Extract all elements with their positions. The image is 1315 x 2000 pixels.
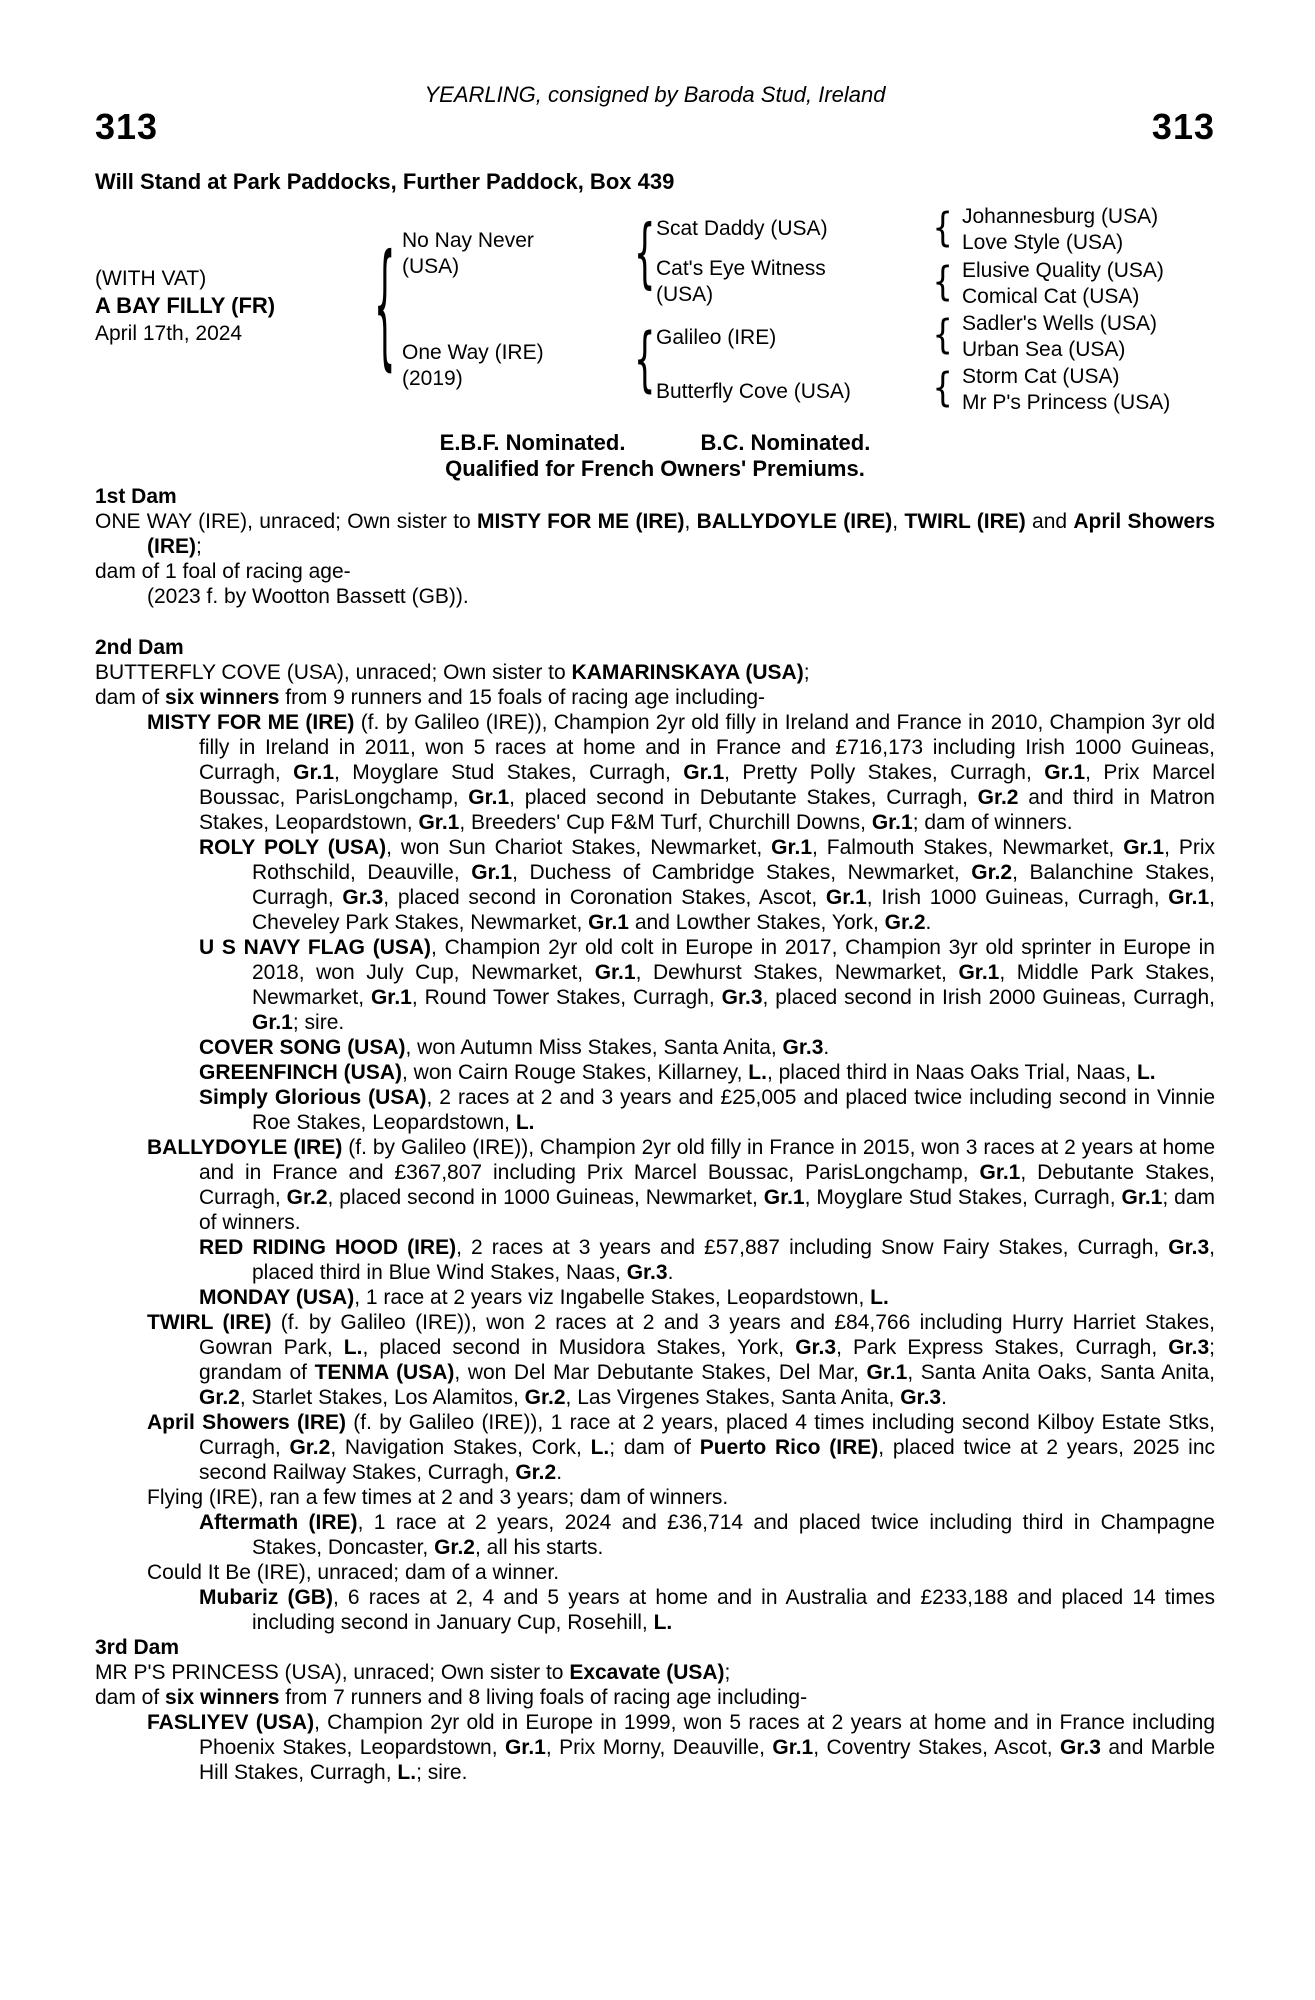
bold-run: Gr.1 (771, 836, 813, 859)
text-run: , 1 race at 2 years viz Ingabelle Stakes, Leopardstown, (354, 1286, 871, 1309)
text-run: , Irish 1000 Guineas, Curragh, (866, 886, 1169, 909)
text-run: , Debutante Stakes, Curragh, (199, 1161, 1215, 1209)
bold-run: RED RIDING HOOD (IRE) (199, 1236, 457, 1259)
brace-icon (933, 315, 953, 355)
vat-note: (WITH VAT) (95, 267, 207, 290)
bold-run: Gr.3 (900, 1386, 942, 1409)
great-grandparent: Comical Cat (USA) (962, 285, 1140, 308)
text-run: (f. by Galileo (IRE)), Champion 2yr old filly in France in 2015, won 3 races at 2 years at home and in France and £367,807 including Prix Marcel Boussac, ParisLongchamp, (199, 1136, 1216, 1184)
page-title: YEARLING, consigned by Baroda Stud, Ireland (424, 82, 886, 107)
text-run: , Cheveley Park Stakes, Newmarket, (252, 886, 1215, 934)
text-run: and Marble Hill Stakes, Curragh, (199, 1736, 1215, 1784)
text-run: , won Autumn Miss Stakes, Santa Anita, (405, 1036, 783, 1059)
text-run: ; (724, 1661, 731, 1684)
bold-run: Gr.1 (825, 886, 867, 909)
text-run: , Navigation Stakes, Cork, (330, 1436, 591, 1459)
bold-run: Gr.2 (289, 1436, 331, 1459)
text-run: (2023 f. by Wootton Bassett (GB)). (147, 585, 469, 608)
text-run: , Moyglare Stud Stakes, Curragh, (334, 761, 684, 784)
bold-run: L. (870, 1286, 889, 1309)
bold-run: Gr.1 (1168, 886, 1210, 909)
grandsire-cell: Scat Daddy (USA) (656, 217, 828, 240)
bold-run: Gr.2 (884, 911, 926, 934)
dam-sections (95, 484, 1215, 1785)
pedigree-paragraph (95, 935, 1215, 1035)
bold-run: Gr.1 (763, 1186, 805, 1209)
text-run: from 9 runners and 15 foals of racing age including- (279, 686, 766, 709)
text-run: , Prix Marcel Boussac, ParisLongchamp, (199, 761, 1215, 809)
text-run: ; (196, 535, 202, 558)
text-run: ; (803, 661, 810, 684)
bold-run: Gr.1 (370, 986, 412, 1009)
brace-icon (933, 262, 953, 302)
bold-run: Gr.3 (1060, 1736, 1101, 1759)
text-run: , Santa Anita Oaks, Santa Anita, (907, 1361, 1215, 1384)
pedigree-paragraph (95, 1285, 1215, 1310)
pedigree-paragraph (95, 1310, 1215, 1410)
bold-run: Gr.2 (434, 1536, 475, 1559)
bold-run: L. (515, 1111, 535, 1134)
stand-location-line: Will Stand at Park Paddocks, Further Paddock, Box 439 (95, 169, 675, 194)
great-grandparent: Storm Cat (USA) (962, 365, 1120, 388)
bold-run: Gr.1 (866, 1361, 908, 1384)
bold-run: ROLY POLY (USA) (199, 836, 387, 859)
bold-run: FASLIYEV (USA) (147, 1711, 315, 1734)
text-run: , Balanchine Stakes, Curragh, (252, 861, 1215, 909)
bold-run: Gr.2 (977, 786, 1019, 809)
great-grandparent: Love Style (USA) (962, 231, 1124, 254)
pedigree-paragraph (95, 660, 1215, 685)
text-run: , won Cairn Rouge Stakes, Killarney, (402, 1061, 749, 1084)
bold-run: COVER SONG (USA) (199, 1036, 406, 1059)
text-run: Flying (IRE), ran a few times at 2 and 3 years; dam of winners. (147, 1486, 729, 1509)
bold-run: MONDAY (USA) (199, 1286, 355, 1309)
text-run: , (684, 510, 697, 533)
pedigree-paragraph (95, 685, 1215, 710)
bc-nominated: B.C. Nominated. (700, 430, 871, 455)
text-run: , placed third in Blue Wind Stakes, Naas, (252, 1236, 1216, 1284)
text-run: . (941, 1386, 947, 1409)
text-run: , placed twice at 2 years, 2025 inc second Railway Stakes, Curragh, (199, 1436, 1216, 1484)
sire-country: (USA) (402, 255, 460, 278)
pedigree-paragraph (95, 710, 1215, 835)
text-run: , Coventry Stakes, Ascot, (813, 1736, 1061, 1759)
bold-run: Gr.2 (524, 1386, 566, 1409)
pedigree-paragraph (95, 1710, 1215, 1785)
text-run: BUTTERFLY COVE (USA), unraced; Own sister to (95, 661, 572, 684)
bold-run: Excavate (USA) (569, 1661, 725, 1684)
text-run: , Moyglare Stud Stakes, Curragh, (804, 1186, 1122, 1209)
pedigree-paragraph (95, 509, 1215, 559)
pedigree-paragraph (95, 559, 1215, 584)
bold-run: Gr.1 (468, 786, 510, 809)
text-run: , Falmouth Stakes, Newmarket, (812, 836, 1124, 859)
bold-run: GREENFINCH (USA) (199, 1061, 402, 1084)
bold-run: TENMA (USA) (314, 1361, 455, 1384)
text-run: , placed second in Irish 2000 Guineas, Curragh, (762, 986, 1216, 1009)
great-grandparent: Urban Sea (USA) (962, 338, 1126, 361)
bold-run: Gr.3 (782, 1036, 824, 1059)
dam-cell (402, 340, 544, 392)
bold-run: Aftermath (IRE) (199, 1511, 358, 1534)
ebf-nominated: E.B.F. Nominated. (439, 430, 626, 455)
bold-run: Gr.1 (958, 961, 1000, 984)
text-run: , 2 races at 2 and 3 years and £25,005 and placed twice including second in Vinnie Roe Stakes, Leopardstown, (252, 1086, 1215, 1134)
bold-run: Gr.1 (471, 861, 513, 884)
bold-run: KAMARINSKAYA (USA) (571, 661, 804, 684)
pedigree-paragraph (95, 1485, 1215, 1510)
text-run: , Park Express Stakes, Curragh, (836, 1336, 1169, 1359)
pedigree-paragraph (95, 1510, 1215, 1560)
text-run: (f. by Galileo (IRE)), Champion 2yr old filly in Ireland and France in 2010, Champion 3yr old filly in Ireland in 2011, won 5 races at home and in France and £716,173 including Irish 1000 Guineas, Curragh, (199, 711, 1215, 784)
pedigree-paragraph (95, 1585, 1215, 1635)
bold-run: Gr.1 (418, 811, 460, 834)
text-run: and (1025, 510, 1074, 533)
lot-number-left: 313 (95, 106, 159, 147)
lot-number-right: 313 (1151, 106, 1215, 147)
text-run: , Breeders' Cup F&M Turf, Churchill Downs, (459, 811, 872, 834)
pedigree-paragraph (95, 1085, 1215, 1135)
bold-run: Gr.2 (199, 1386, 240, 1409)
bold-run: Gr.1 (1044, 761, 1086, 784)
bold-run: Gr.3 (1168, 1236, 1210, 1259)
text-run: , Champion 2yr old in Europe in 1999, won 5 races at 2 years at home and in France including Phoenix Stakes, Leopardstown, (199, 1711, 1216, 1759)
pedigree-paragraph (95, 1660, 1215, 1685)
bold-run: L. (397, 1761, 417, 1784)
text-run: , Round Tower Stakes, Curragh, (411, 986, 722, 1009)
text-run: dam of 1 foal of racing age- (95, 560, 351, 583)
bold-run: Gr.2 (286, 1186, 328, 1209)
text-run: , placed second in Debutante Stakes, Curragh, (509, 786, 978, 809)
bold-run: Mubariz (GB) (199, 1586, 333, 1609)
text-run: ; sire. (292, 1011, 345, 1034)
bold-run: MISTY FOR ME (IRE) (147, 711, 355, 734)
dam-name: One Way (IRE) (402, 341, 544, 364)
brace-icon (933, 368, 953, 408)
bold-run: Gr.3 (721, 986, 763, 1009)
bold-run: L. (653, 1611, 673, 1634)
pedigree-paragraph (95, 835, 1215, 935)
text-run: . (925, 911, 932, 934)
granddam-cell: Cat's Eye Witness (USA) (656, 257, 826, 306)
text-run: dam of (95, 686, 166, 709)
text-run: , Duchess of Cambridge Stakes, Newmarket, (512, 861, 972, 884)
premiums-line: Qualified for French Owners' Premiums. (445, 456, 865, 481)
bold-run: Gr.1 (683, 761, 725, 784)
pedigree-paragraph (95, 1410, 1215, 1485)
text-run: ; sire. (416, 1761, 468, 1784)
text-run: , all his starts. (474, 1536, 604, 1559)
text-run: , won Del Mar Debutante Stakes, Del Mar, (454, 1361, 867, 1384)
text-run: , Starlet Stakes, Los Alamitos, (239, 1386, 525, 1409)
text-run: ; grandam of (199, 1336, 1216, 1384)
bold-run: Gr.3 (795, 1336, 837, 1359)
pedigree-paragraph (95, 1060, 1215, 1085)
text-run: ONE WAY (IRE), unraced; Own sister to (95, 510, 477, 533)
bold-run: Gr.3 (1168, 1336, 1210, 1359)
bold-run: April Showers (IRE) (147, 1411, 346, 1434)
text-run: , Prix Rothschild, Deauville, (252, 836, 1215, 884)
text-run: from 7 runners and 8 living foals of racing age including- (279, 1686, 808, 1709)
brace-icon (634, 325, 656, 395)
bold-run: Simply Glorious (USA) (199, 1086, 427, 1109)
text-run: (f. by Galileo (IRE)), 1 race at 2 years, placed 4 times including second Kilboy Estate Stks, Curragh, (199, 1411, 1215, 1459)
text-run: , (892, 510, 905, 533)
great-grandparent: Mr P's Princess (USA) (962, 391, 1171, 414)
bold-run: six winners (165, 686, 280, 709)
granddam-cell: Butterfly Cove (USA) (656, 380, 851, 403)
text-run: , won Sun Chariot Stakes, Newmarket, (386, 836, 772, 859)
bold-run: Gr.1 (594, 961, 636, 984)
text-run: . (823, 1036, 830, 1059)
bold-run: Gr.1 (1121, 1186, 1163, 1209)
text-run: , 1 race at 2 years, 2024 and £36,714 and placed twice including third in Champagne Stakes, Doncaster, (252, 1511, 1215, 1559)
text-run: . (556, 1461, 563, 1484)
bold-run: L. (590, 1436, 610, 1459)
subject-name: A BAY FILLY (FR) (95, 293, 276, 318)
pedigree-paragraph (95, 1135, 1215, 1235)
brace-icon (634, 216, 656, 292)
section-heading: 1st Dam (95, 485, 177, 508)
great-grandparent: Sadler's Wells (USA) (962, 312, 1157, 335)
bold-run: Gr.1 (293, 761, 335, 784)
bold-run: six winners (165, 1686, 280, 1709)
text-run: ; dam of winners. (199, 1186, 1215, 1234)
text-run: MR P'S PRINCESS (USA), unraced; Own sister to (95, 1661, 570, 1684)
text-run: , Las Virgenes Stakes, Santa Anita, (565, 1386, 901, 1409)
pedigree-paragraph (95, 1685, 1215, 1710)
pedigree-paragraph (95, 1035, 1215, 1060)
dam-year: (2019) (402, 367, 463, 390)
text-run: dam of (95, 1686, 166, 1709)
bold-run: Gr.1 (252, 1011, 293, 1034)
bold-run: Gr.3 (626, 1261, 668, 1284)
bold-run: TWIRL (IRE) (147, 1311, 272, 1334)
text-run: , 6 races at 2, 4 and 5 years at home and in Australia and £233,188 and placed 14 times including second in January Cup, Rosehill, (252, 1586, 1216, 1634)
nomination-line (95, 430, 1215, 456)
text-run: and Lowther Stakes, York, (629, 911, 885, 934)
bold-run: L. (343, 1336, 363, 1359)
text-run: , placed second in Coronation Stakes, Ascot, (383, 886, 826, 909)
bold-run: TWIRL (IRE) (904, 510, 1026, 533)
bold-run: U S NAVY FLAG (USA) (199, 936, 432, 959)
sire-name: No Nay Never (402, 229, 534, 252)
bold-run: L. (748, 1061, 767, 1084)
text-run: , placed second in 1000 Guineas, Newmarket, (327, 1186, 764, 1209)
bold-run: BALLYDOYLE (IRE) (696, 510, 893, 533)
bold-run: MISTY FOR ME (IRE) (477, 510, 685, 533)
bold-run: Puerto Rico (IRE) (699, 1436, 879, 1459)
pedigree-paragraph (95, 1235, 1215, 1285)
section-heading: 3rd Dam (95, 1636, 180, 1659)
bold-run: Gr.2 (971, 861, 1013, 884)
text-run: , Pretty Polly Stakes, Curragh, (724, 761, 1045, 784)
text-run: , Middle Park Stakes, Newmarket, (252, 961, 1215, 1009)
bold-run: Gr.1 (588, 911, 629, 934)
text-run: , placed third in Naas Oaks Trial, Naas, (766, 1061, 1137, 1084)
text-run: , 2 races at 3 years and £57,887 including Snow Fairy Stakes, Curragh, (456, 1236, 1169, 1259)
bold-run: April Showers (IRE) (147, 510, 1216, 558)
great-grandparent: Elusive Quality (USA) (962, 259, 1164, 282)
grandsire-cell: Galileo (IRE) (656, 326, 777, 349)
bold-run: Gr.1 (504, 1736, 546, 1759)
bold-run: Gr.3 (342, 886, 384, 909)
text-run: , placed second in Musidora Stakes, York, (362, 1336, 796, 1359)
brace-icon (374, 239, 396, 375)
text-run: , Champion 2yr old colt in Europe in 2017, Champion 3yr old sprinter in Europe in 2018, won July Cup, Newmarket, (252, 936, 1215, 984)
bold-run: Gr.1 (979, 1161, 1021, 1184)
section-heading: 2nd Dam (95, 636, 184, 659)
bold-run: Gr.2 (515, 1461, 557, 1484)
text-run: ; dam of winners. (912, 811, 1073, 834)
bold-run: Gr.1 (1123, 836, 1165, 859)
foal-date: April 17th, 2024 (95, 322, 243, 345)
brace-icon (933, 208, 953, 248)
text-run: , Prix Morny, Deauville, (545, 1736, 773, 1759)
text-run: Could It Be (IRE), unraced; dam of a winner. (147, 1561, 560, 1584)
text-run: and third in Matron Stakes, Leopardstown, (199, 786, 1215, 834)
bold-run: BALLYDOYLE (IRE) (147, 1136, 343, 1159)
text-run: (f. by Galileo (IRE)), won 2 races at 2 and 3 years and £84,766 including Hurry Harriet Stakes, Gowran Park, (199, 1311, 1215, 1359)
great-grandparent: Johannesburg (USA) (962, 205, 1159, 228)
text-run: ; dam of (609, 1436, 700, 1459)
sire-cell (402, 228, 534, 280)
pedigree-paragraph (95, 584, 1215, 609)
text-run: , Dewhurst Stakes, Newmarket, (635, 961, 959, 984)
pedigree-paragraph (95, 1560, 1215, 1585)
bold-run: Gr.1 (871, 811, 913, 834)
bold-run: Gr.1 (772, 1736, 814, 1759)
text-run: . (667, 1261, 674, 1284)
bold-run: L. (1136, 1061, 1156, 1084)
